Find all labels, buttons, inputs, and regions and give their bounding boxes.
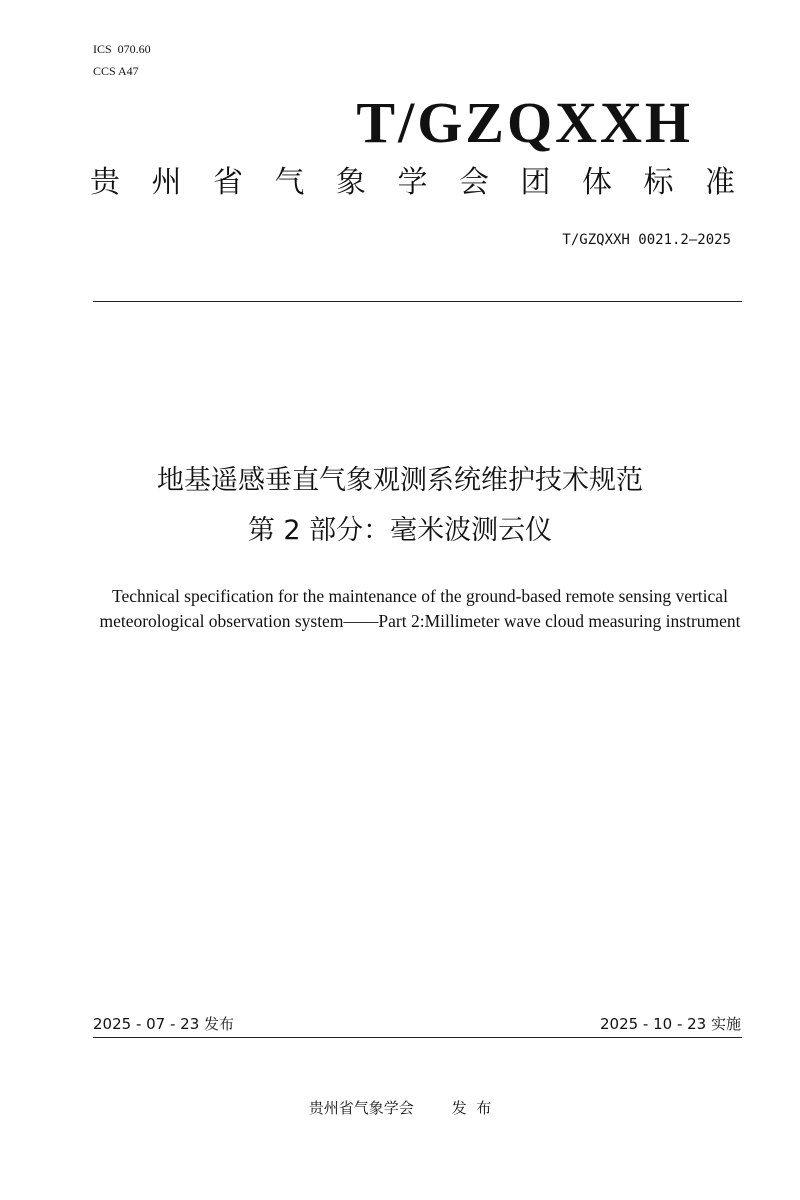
- header-divider: [93, 301, 742, 302]
- org-name-char: 象: [336, 165, 366, 200]
- publisher-name: 贵州省气象学会: [308, 1099, 414, 1117]
- english-title: Technical specification for the maintenance of the ground-based remote sensing vertical meteorological observation system——Part 2:Millimeter wave cloud measuring instrument: [99, 586, 741, 631]
- publish-action: 发 布: [451, 1099, 492, 1117]
- publisher-line: [0, 1098, 800, 1118]
- ics-code: ICS 070.60: [93, 42, 151, 56]
- org-name-char: 省: [213, 165, 243, 200]
- footer-divider: [93, 1037, 742, 1038]
- org-name-char: 准: [705, 165, 735, 200]
- org-name-char: 州: [151, 165, 182, 200]
- org-name-char: 体: [582, 165, 612, 200]
- org-name-char: 学: [397, 165, 428, 200]
- org-name-char: 团: [520, 165, 551, 200]
- chinese-title-line-1: 地基遥感垂直气象观测系统维护技术规范: [157, 465, 643, 496]
- organization-code: T/GZQXXH: [356, 90, 693, 155]
- implementation-date: 2025 - 10 - 23 实施: [599, 1015, 741, 1033]
- chinese-title-line-2: 第 2 部分：毫米波测云仪: [247, 515, 553, 546]
- org-name-char: 会: [459, 165, 489, 200]
- ccs-code: CCS A47: [93, 64, 139, 78]
- org-name-char: 标: [643, 165, 674, 200]
- organization-standard-name: [90, 163, 735, 203]
- issue-date: 2025 - 07 - 23 发布: [93, 1015, 235, 1033]
- org-name-char: 气: [274, 165, 305, 200]
- standard-number: T/GZQXXH 0021.2—2025: [562, 232, 731, 248]
- org-name-char: 贵: [90, 165, 120, 200]
